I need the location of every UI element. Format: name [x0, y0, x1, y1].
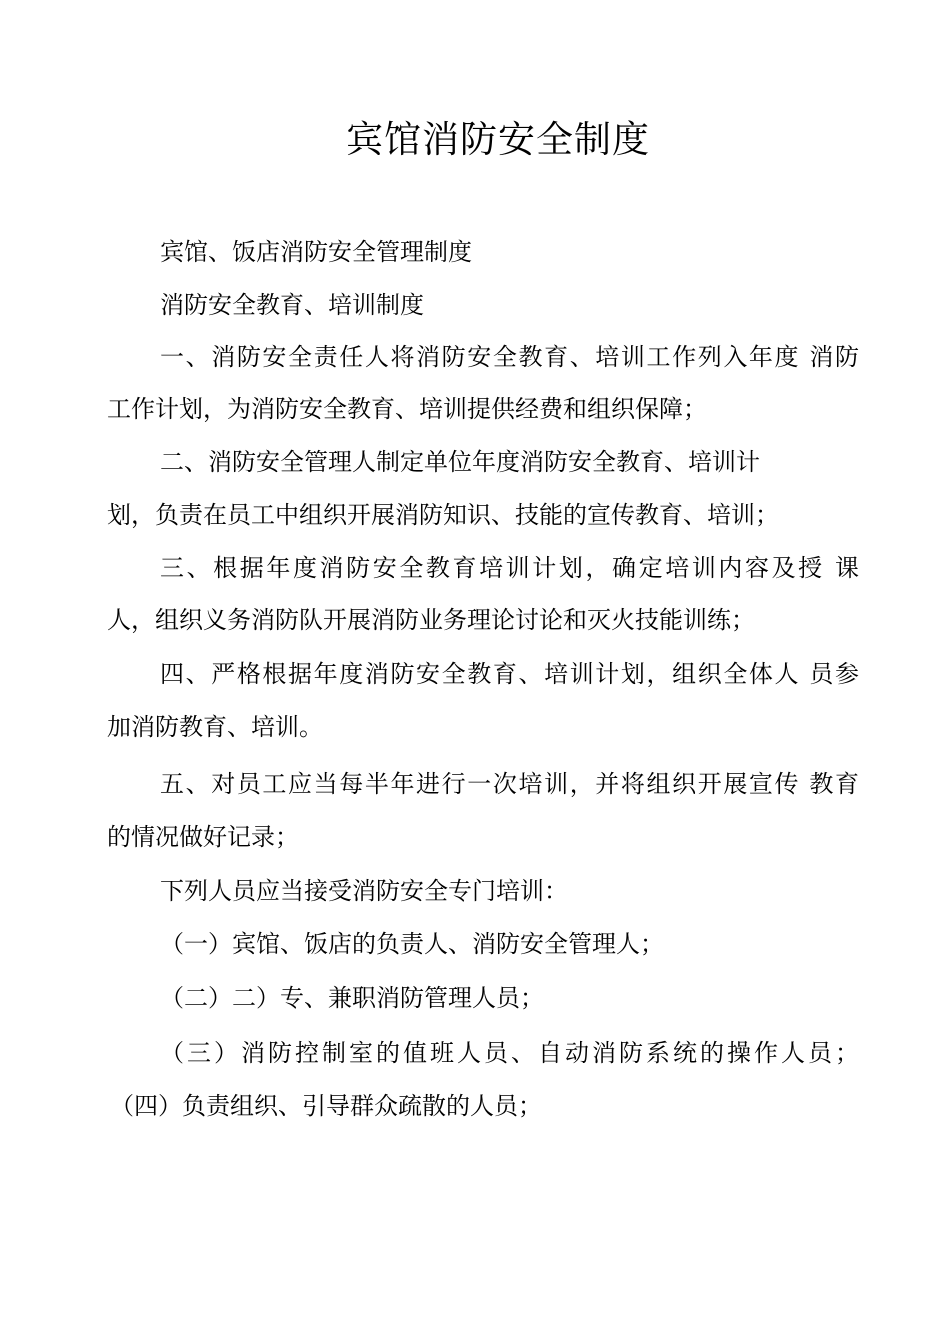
list-item: （二）二）专、兼职消防管理人员； [160, 984, 544, 1012]
section-heading: 宾馆、饭店消防安全管理制度 [160, 238, 472, 266]
subsection-heading: 消防安全教育、培训制度 [160, 291, 424, 319]
paragraph-line: 二、消防安全管理人制定单位年度消防安全教育、培训计 [160, 448, 760, 476]
list-item: （三）消防控制室的值班人员、自动消防系统的操作人员； [160, 1039, 859, 1067]
paragraph-line: 工作计划，为消防安全教育、培训提供经费和组织保障； [107, 395, 707, 423]
paragraph-line: 加消防教育、培训。 [107, 713, 323, 741]
list-item: （一）宾馆、饭店的负责人、消防安全管理人； [160, 930, 664, 958]
paragraph-line: 一、消防安全责任人将消防安全教育、培训工作列入年度 消防 [160, 343, 859, 371]
paragraph-line: 四、严格根据年度消防安全教育、培训计划，组织全体人 员参 [160, 660, 859, 688]
list-item: （四）负责组织、引导群众疏散的人员； [110, 1092, 542, 1120]
paragraph-line: 人，组织义务消防队开展消防业务理论讨论和灭火技能训练； [107, 606, 755, 634]
document-title: 宾馆消防安全制度 [346, 118, 650, 161]
paragraph-line: 下列人员应当接受消防安全专门培训： [160, 877, 568, 905]
paragraph-line: 划，负责在员工中组织开展消防知识、技能的宣传教育、培训； [107, 501, 779, 529]
paragraph-line: 的情况做好记录； [107, 823, 299, 851]
paragraph-line: 五、对员工应当每半年进行一次培训，并将组织开展宣传 教育 [160, 770, 859, 798]
paragraph-line: 三、根据年度消防安全教育培训计划，确定培训内容及授 课 [160, 554, 859, 582]
